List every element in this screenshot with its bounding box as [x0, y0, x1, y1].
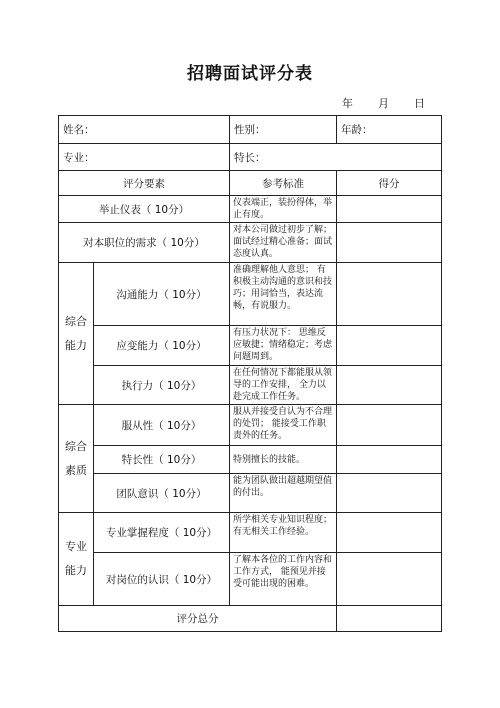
header-element: 评分要素	[59, 171, 230, 196]
name-field[interactable]: 姓名：	[59, 116, 230, 144]
info-row-2	[59, 144, 442, 171]
score-cell-appearance[interactable]	[337, 196, 442, 223]
table-row	[59, 263, 442, 326]
major-field[interactable]: 专业：	[59, 144, 230, 171]
element-communication: 沟通能力（ 10分）	[94, 263, 230, 326]
criteria-adaptability: 有压力状况下： 思维反应敏捷；情绪稳定；考虑问题周到。	[230, 326, 337, 366]
score-cell-teamwork[interactable]	[337, 474, 442, 513]
criteria-obedience: 服从并接受自认为不合理的处罚； 能接受工作职责外的任务。	[230, 405, 337, 446]
gender-field[interactable]: 性别：	[230, 116, 337, 144]
date-day-label: 日	[414, 97, 425, 110]
table-row	[59, 366, 442, 405]
total-score-cell[interactable]	[337, 606, 442, 632]
criteria-understanding: 了解本各位的工作内容和工作方式， 能预见并接受可能出现的困难。	[230, 553, 337, 606]
header-criteria: 参考标准	[230, 171, 337, 196]
score-cell-obedience[interactable]	[337, 405, 442, 446]
criteria-appearance: 仪表端正，装扮得体，举止有度。	[230, 196, 337, 223]
age-field[interactable]: 年龄：	[337, 116, 442, 144]
specialty-field[interactable]: 特长：	[230, 144, 442, 171]
element-teamwork: 团队意识（ 10分）	[94, 474, 230, 513]
table-row	[59, 553, 442, 606]
criteria-teamwork: 能为团队做出超越期望值的付出。	[230, 474, 337, 513]
element-position-need: 对本职位的需求（ 10分）	[59, 223, 230, 263]
total-label: 评分总分	[59, 606, 337, 632]
category-professional	[59, 513, 94, 606]
criteria-mastery: 所学相关专业知识程度；有无相关工作经验。	[230, 513, 337, 553]
score-cell-mastery[interactable]	[337, 513, 442, 553]
table-row	[59, 326, 442, 366]
table-row	[59, 513, 442, 553]
category-comprehensive-line2: 能力	[65, 338, 87, 352]
score-cell-specialty[interactable]	[337, 446, 442, 474]
element-appearance: 举止仪表（ 10分）	[59, 196, 230, 223]
category-quality-line1: 综合	[65, 439, 87, 453]
category-professional-line2: 能力	[65, 564, 87, 577]
table-row	[59, 196, 442, 223]
element-specialty: 特长性（ 10分）	[94, 446, 230, 474]
total-row	[59, 606, 442, 632]
date-month-label: 月	[378, 97, 389, 110]
info-row-1	[59, 116, 442, 144]
criteria-communication: 准确理解他人意思； 有积极主动沟通的意识和技巧；用词恰当，表达流畅，有说服力。	[230, 263, 337, 326]
score-cell-execution[interactable]	[337, 366, 442, 405]
score-cell-position-need[interactable]	[337, 223, 442, 263]
score-cell-adaptability[interactable]	[337, 326, 442, 366]
element-understanding: 对岗位的认识（ 10分）	[94, 553, 230, 606]
criteria-execution: 在任何情况下都能服从领导的工作安排， 全力以赴完成工作任务。	[230, 366, 337, 405]
criteria-position-need: 对本公司做过初步了解；面试经过精心准备；面试态度认真。	[230, 223, 337, 263]
element-mastery: 专业掌握程度（ 10分）	[94, 513, 230, 553]
header-row	[59, 171, 442, 196]
criteria-specialty: 特别擅长的技能。	[230, 446, 337, 474]
category-quality	[59, 405, 94, 513]
scoring-table	[58, 115, 442, 632]
table-row	[59, 223, 442, 263]
category-quality-line2: 素质	[65, 463, 87, 477]
element-execution: 执行力（ 10分）	[94, 366, 230, 405]
element-obedience: 服从性（ 10分）	[94, 405, 230, 446]
category-comprehensive-line1: 综合	[65, 314, 87, 328]
table-row	[59, 405, 442, 446]
category-professional-line1: 专业	[65, 540, 87, 553]
table-row	[59, 446, 442, 474]
date-year-label: 年	[342, 97, 353, 110]
score-cell-communication[interactable]	[337, 263, 442, 326]
table-row	[59, 474, 442, 513]
element-adaptability: 应变能力（ 10分）	[94, 326, 230, 366]
header-score: 得分	[337, 171, 442, 196]
score-cell-understanding[interactable]	[337, 553, 442, 606]
category-comprehensive	[59, 263, 94, 405]
form-title: 招聘面试评分表	[187, 64, 313, 84]
